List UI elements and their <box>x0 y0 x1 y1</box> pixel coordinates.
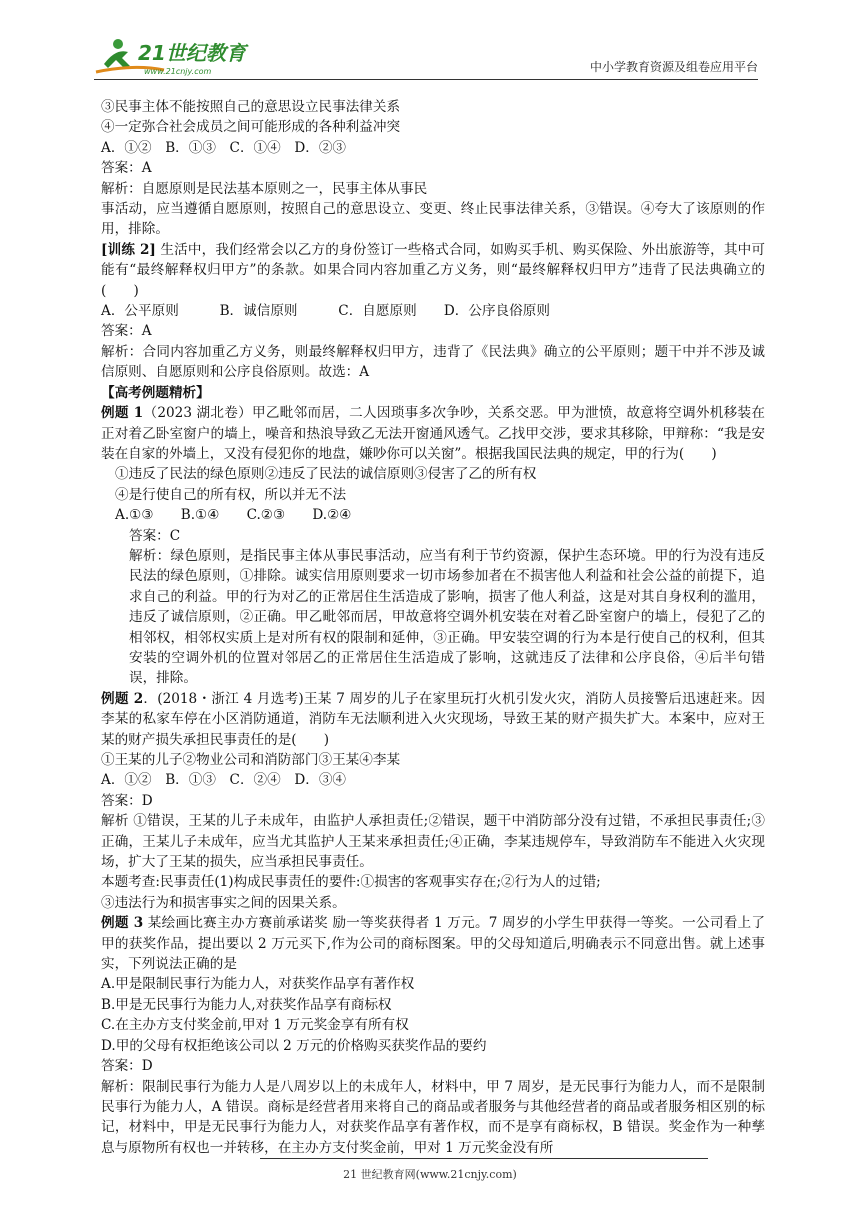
footer-divider <box>260 1158 708 1159</box>
document-body <box>101 97 765 1158</box>
text-line: 例题 2．(2018・浙江 4 月选考)王某 7 周岁的儿子在家里玩打火机引发火灾，消防人员接警后迅速赶来。因李某的私家车停在小区消防通道，消防车无法顺利进入火灾现场，导致王某的财产损失扩大。本案中，应对王某的财产损失承担民事责任的是( ) <box>101 690 765 748</box>
text-line: A．①② B．①③ C．①④ D．②③ <box>101 139 347 156</box>
header-divider <box>94 79 758 80</box>
text-line: 答案：D <box>101 1058 153 1075</box>
text-line: A.①③ B.①④ C.②③ D.②④ <box>115 507 352 524</box>
logo-icon <box>94 34 264 78</box>
text-line: B.甲是无民事行为能力人,对获奖作品享有商标权 <box>101 996 392 1013</box>
text-line: 答案：A <box>101 323 152 340</box>
example-label: [训练 2] <box>101 241 156 258</box>
text-line: 事活动，应当遵循自愿原则，按照自己的意思设立、变更、终止民事法律关系，③错误。④夸大了该原则的作用，排除。 <box>101 201 765 238</box>
text-line: 解析：限制民事行为能力人是八周岁以上的未成年人，材料中，甲 7 周岁，是无民事行为能力人，而不是限制民事行为能力人，A 错误。商标是经营者用来将自己的商品或者服务与其他经营者的商品或者服务相区别的标记，材料中，甲是无民事行为能力人，对获奖作品享有著作权，而不是享有商标权，B 错误。奖金作为一种孳息与原物所有权也一并转移，在主办方支付奖金前，甲对 1 万元奖金没有所 <box>101 1078 765 1156</box>
text-line: A．公平原则 B．诚信原则 C．自愿原则 D．公序良俗原则 <box>101 303 550 320</box>
logo-url: www.21cnjy.com <box>144 67 212 76</box>
text-line: ①违反了民法的绿色原则②违反了民法的诚信原则③侵害了乙的所有权 <box>115 466 537 483</box>
text-line: C.在主办方支付奖金前,甲对 1 万元奖金享有所有权 <box>101 1017 409 1034</box>
text-line: A．①② B．①③ C．②④ D．③④ <box>101 772 347 789</box>
text-line: 答案：C <box>129 527 181 544</box>
text-line: 本题考查:民事责任(1)构成民事责任的要件:①损害的客观事实存在;②行为人的过错; <box>101 874 601 891</box>
example-label: 例题 2 <box>101 690 144 707</box>
text-line: 解析：自愿原则是民法基本原则之一，民事主体从事民 <box>101 180 428 197</box>
text-line: A.甲是限制民事行为能力人，对获奖作品享有著作权 <box>101 976 415 993</box>
text-line: ③民事主体不能按照自己的意思设立民事法律关系 <box>101 99 401 115</box>
logo-text: 21世纪教育 <box>138 41 246 65</box>
text-line: 例题 1（2023 湖北卷）甲乙毗邻而居，二人因琐事多次争吵，关系交恶。甲为泄愤，故意将空调外机移装在正对着乙卧室窗户的墙上，噪音和热浪导致乙无法开窗通风透气。乙找甲交涉，要求其移除，甲辩称：“我是安装在自家的外墙上，又没有侵犯你的地盘，嫌吵你可以关窗”。根据我国民法典的规定，甲的行为( ) <box>101 405 765 462</box>
page-header <box>94 34 758 80</box>
text-line: 解析 ①错误，王某的儿子未成年，由监护人承担责任;②错误，题干中消防部分没有过错，不承担民事责任;③正确，王某儿子未成年，应当尤其监护人王某来承担责任;④正确，李某违规停车，导致消防车不能进入火灾现场，扩大了王某的损失，应当承担民事责任。 <box>101 813 765 871</box>
text-line: 例题 3 某绘画比赛主办方赛前承诺奖 励一等奖获得者 1 万元。7 周岁的小学生甲获得一等奖。一公司看上了甲的获奖作品，提出要以 2 万元买下,作为公司的商标图案。甲的父母知道后,明确表示不同意出售。就上述事实，下列说法正确的是 <box>101 915 765 973</box>
text-line: [训练 2] 生活中，我们经常会以乙方的身份签订一些格式合同，如购买手机、购买保险、外出旅游等，其中可能有“最终解释权归甲方”的条款。如果合同内容加重乙方义务，则“最终解释权归甲方”违背了民法典确立的( ) <box>101 241 765 299</box>
text-line: 答案：A <box>101 160 152 177</box>
text-line: D.甲的父母有权拒绝该公司以 2 万元的价格购买获奖作品的要约 <box>101 1037 487 1054</box>
text-line: ④是行使自己的所有权，所以并无不法 <box>115 486 347 503</box>
text-line: ④一定弥合社会成员之间可能形成的各种利益冲突 <box>101 119 401 136</box>
example-label: 例题 1 <box>101 405 144 422</box>
section-heading: 【高考例题精析】 <box>101 384 210 401</box>
text-line: ③违法行为和损害事实之间的因果关系。 <box>101 894 346 911</box>
text-line: 答案：D <box>101 792 153 809</box>
header-platform-text: 中小学教育资源及组卷应用平台 <box>589 60 758 74</box>
page-footer: 21 世纪教育网(www.21cnjy.com) <box>343 1168 517 1181</box>
example-label: 例题 3 <box>101 915 144 932</box>
text-line: 解析：合同内容加重乙方义务，则最终解释权归甲方，违背了《民法典》确立的公平原则；题干中并不涉及诚信原则、自愿原则和公序良俗原则。故选：A <box>101 343 765 381</box>
text-line: 解析：绿色原则，是指民事主体从事民事活动，应当有利于节约资源，保护生态环境。甲的行为没有违反民法的绿色原则，①排除。诚实信用原则要求一切市场参加者在不损害他人利益和社会公益的前提下，追求自己的利益。甲的行为对乙的正常居住生活造成了影响，损害了他人利益，这是对其自身权利的滥用，违反了诚信原则，②正确。甲乙毗邻而居，甲故意将空调外机安装在对着乙卧室窗户的墙上，侵犯了乙的相邻权，相邻权实质上是对所有权的限制和延伸，③正确。甲安装空调的行为本是行使自己的权利，但其安装的空调外机的位置对邻居乙的正常居住生活造成了影响，这就违反了法律和公序良俗，④后半句错误，排除。 <box>129 547 765 687</box>
text-line: ①王某的儿子②物业公司和消防部门③王某④李某 <box>101 752 401 768</box>
